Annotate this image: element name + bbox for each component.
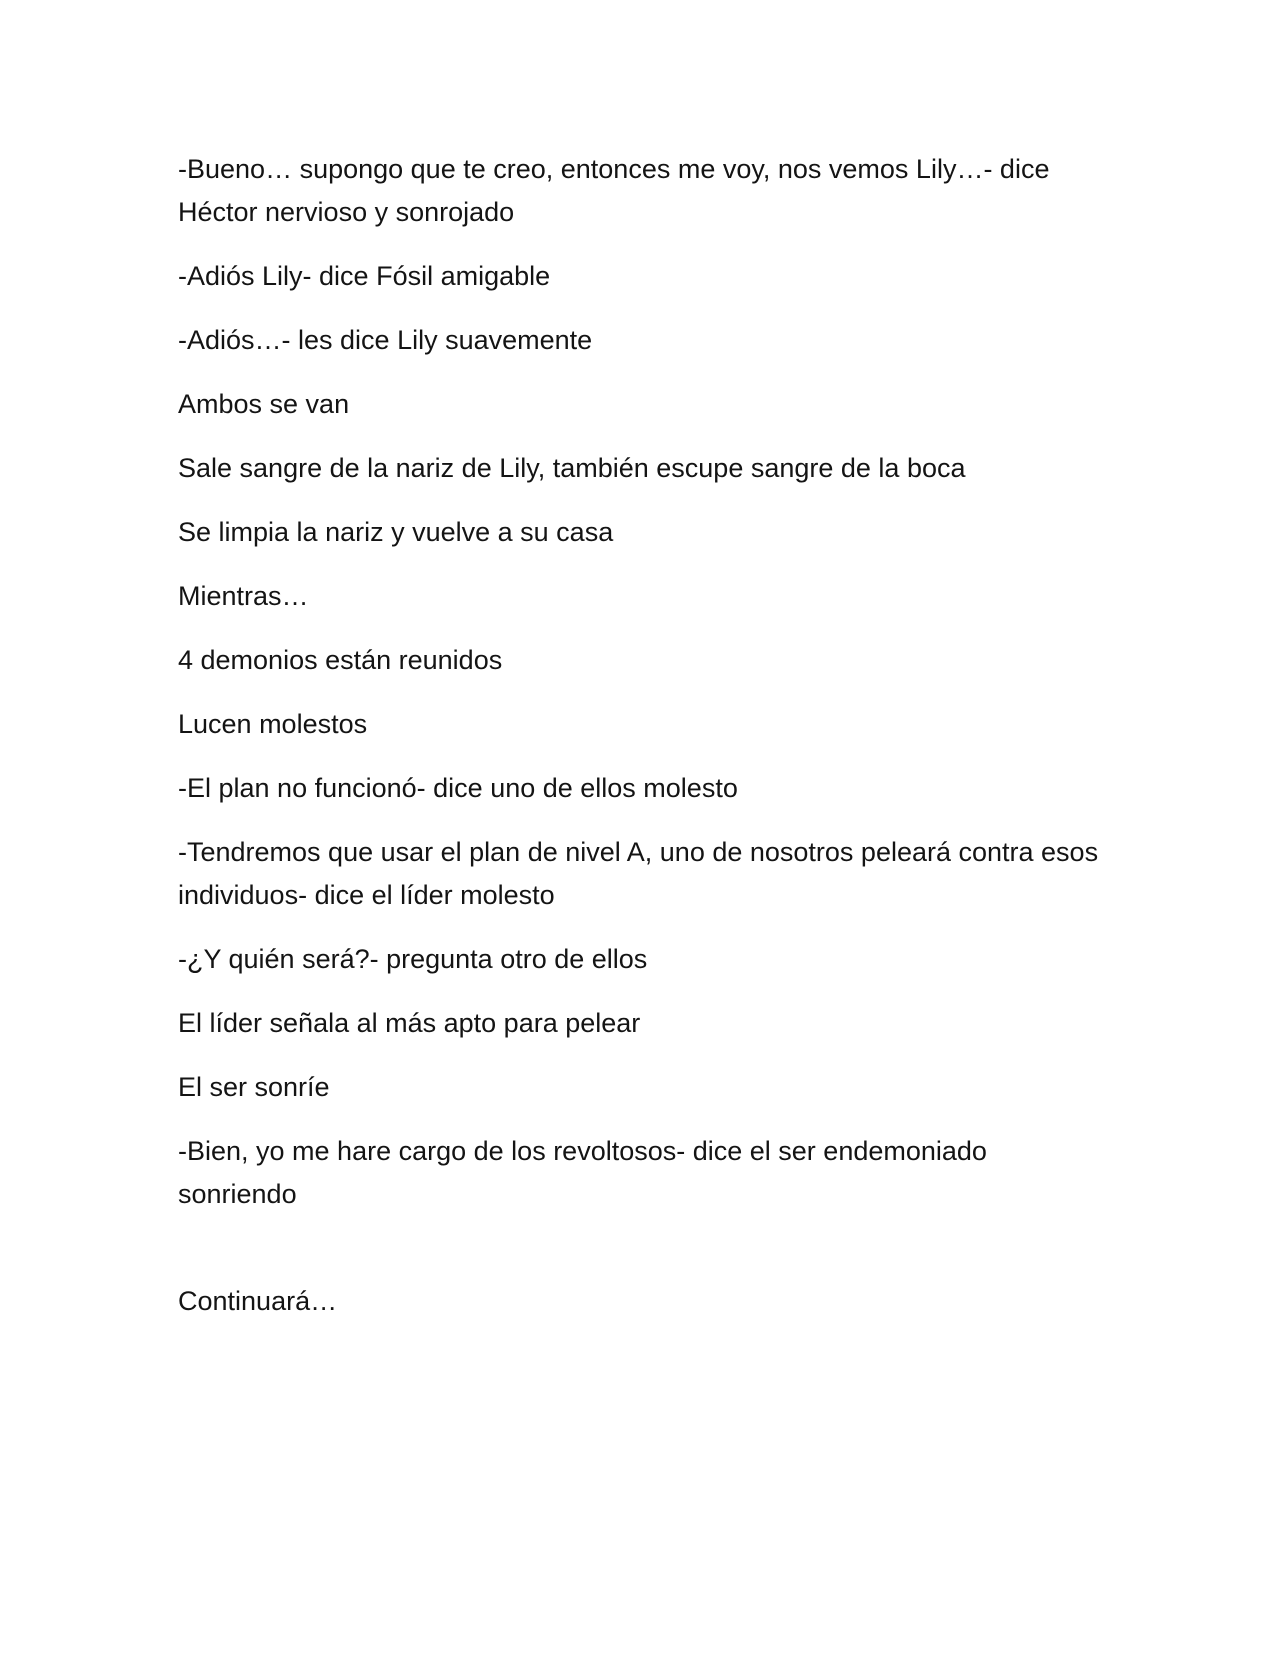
paragraph: Se limpia la nariz y vuelve a su casa: [178, 517, 614, 547]
paragraph: -Bien, yo me hare cargo de los revoltosos- dice el ser endemoniado sonriendo: [178, 1136, 987, 1209]
paragraph: Ambos se van: [178, 389, 350, 419]
paragraph: -Bueno… supongo que te creo, entonces me voy, nos vemos Lily…- dice Héctor nervioso y sonrojado: [178, 154, 1050, 227]
paragraph: El ser sonríe: [178, 1072, 330, 1102]
paragraph: Sale sangre de la nariz de Lily, también escupe sangre de la boca: [178, 453, 966, 483]
blank-line: [178, 1237, 1108, 1280]
paragraph: -Adiós Lily- dice Fósil amigable: [178, 261, 551, 291]
closing-line: Continuará…: [178, 1286, 338, 1316]
paragraph: El líder señala al más apto para pelear: [178, 1008, 641, 1038]
document-body: [178, 148, 1108, 1344]
paragraph: -Adiós…- les dice Lily suavemente: [178, 325, 593, 355]
paragraph: -El plan no funcionó- dice uno de ellos molesto: [178, 773, 738, 803]
paragraph: 4 demonios están reunidos: [178, 645, 503, 675]
paragraph: Lucen molestos: [178, 709, 368, 739]
paragraph: Mientras…: [178, 581, 309, 611]
paragraph: -Tendremos que usar el plan de nivel A, uno de nosotros peleará contra esos individuos- dice el líder molesto: [178, 837, 1099, 910]
paragraph: -¿Y quién será?- pregunta otro de ellos: [178, 944, 648, 974]
